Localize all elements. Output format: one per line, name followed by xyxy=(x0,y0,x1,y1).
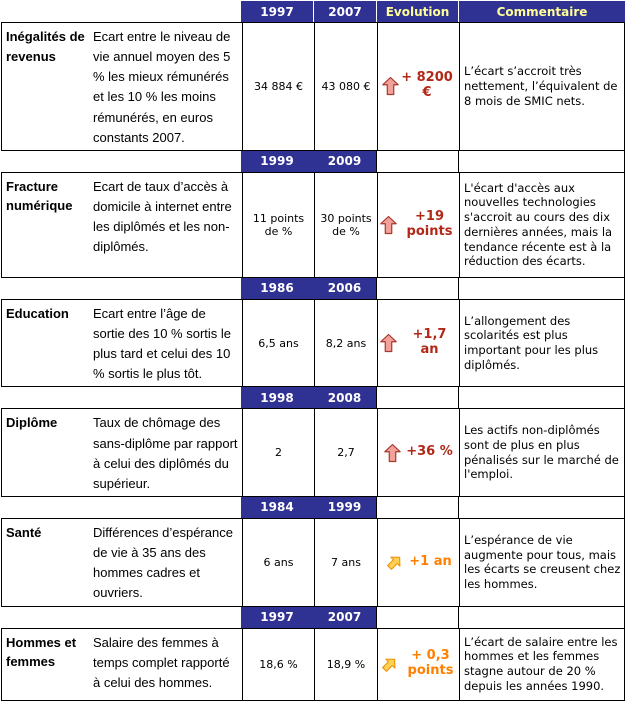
band-spacer xyxy=(86,151,241,172)
evolution-header: Evolution xyxy=(376,1,458,22)
category-label: Fracture numérique xyxy=(6,178,73,214)
diagonal-up-arrow-icon xyxy=(385,553,404,572)
up-arrow-icon xyxy=(380,333,397,353)
year2-value: 8,2 ans xyxy=(314,300,377,387)
year2-value: 30 points de % xyxy=(314,173,377,277)
year2-value: 43 080 € xyxy=(314,23,377,150)
evolution-value: +1 an xyxy=(409,553,452,569)
year1-value: 2 xyxy=(242,409,314,496)
up-arrow-icon xyxy=(382,76,399,96)
commentaire-text: L’allongement des scolarités est plus important pour les plus diplômés. xyxy=(459,300,624,387)
commentaire-text: Les actifs non-diplômés sont de plus en plus pénalisés sur le marché de l'emploi. xyxy=(459,409,624,496)
section-education xyxy=(1,299,625,388)
band-empty-cell xyxy=(458,151,625,172)
band-empty-cell xyxy=(376,278,458,299)
description-text: Salaire des femmes à temps complet rapporté à celui des hommes. xyxy=(93,634,230,690)
year1-header: 1997 xyxy=(241,607,313,628)
year-band xyxy=(1,387,625,408)
year2-header: 2007 xyxy=(313,1,376,22)
band-spacer xyxy=(1,278,86,299)
category-label: Santé xyxy=(6,524,42,540)
description-text: Ecart de taux d’accès à domicile à internet entre les diplômés et les non-diplômés. xyxy=(93,178,232,255)
year1-header: 1984 xyxy=(241,497,313,518)
year2-header: 2006 xyxy=(313,278,376,299)
category-label: Education xyxy=(6,305,69,321)
evolution-cell xyxy=(377,629,459,700)
year1-header: 1986 xyxy=(241,278,313,299)
band-empty-cell xyxy=(458,387,625,408)
evolution-value: +36 % xyxy=(406,444,453,460)
evolution-cell xyxy=(377,519,459,606)
category-label: Hommes et femmes xyxy=(6,634,77,670)
up-arrow-icon xyxy=(384,443,401,463)
diagonal-up-arrow-icon xyxy=(380,655,399,674)
band-spacer xyxy=(86,387,241,408)
year-band xyxy=(1,278,625,299)
band-spacer xyxy=(86,607,241,628)
description-text: Taux de chômage des sans-diplôme par rapport à celui des diplômés du supérieur. xyxy=(93,415,238,491)
evolution-cell xyxy=(377,300,459,387)
year1-header: 1998 xyxy=(241,387,313,408)
commentaire-text: L’espérance de vie augmente pour tous, mais les écarts se creusent chez les hommes. xyxy=(459,519,624,606)
category-label: Diplôme xyxy=(6,415,58,431)
year2-header: 2008 xyxy=(313,387,376,408)
evolution-cell xyxy=(377,173,459,277)
description-text: Différences d’espérance de vie à 35 ans des hommes cadres et ouvriers. xyxy=(93,524,233,601)
year2-header: 2007 xyxy=(313,607,376,628)
year-band xyxy=(1,151,625,172)
band-spacer xyxy=(1,607,86,628)
evolution-cell xyxy=(377,409,459,496)
band-spacer xyxy=(86,497,241,518)
year-band xyxy=(1,607,625,628)
band-spacer xyxy=(86,278,241,299)
band-empty-cell xyxy=(376,151,458,172)
section-diplome xyxy=(1,408,625,497)
year2-value: 2,7 xyxy=(314,409,377,496)
category-label: Inégalités de revenus xyxy=(6,29,85,64)
band-empty-cell xyxy=(376,607,458,628)
band-empty-cell xyxy=(458,607,625,628)
evolution-value: + 0,3 points xyxy=(407,648,454,679)
description-text: Ecart entre l’âge de sortie des 10 % sortis le plus tard et celui des 10 % sortis le plus tôt. xyxy=(93,305,232,382)
band-empty-cell xyxy=(458,497,625,518)
evolution-cell xyxy=(377,23,459,150)
year2-header: 1999 xyxy=(313,497,376,518)
year1-value: 6,5 ans xyxy=(242,300,314,387)
band-empty-cell xyxy=(376,387,458,408)
commentaire-text: L’écart de salaire entre les hommes et les femmes stagne autour de 20 % depuis les années 1990. xyxy=(459,629,624,700)
evolution-value: +1,7 an xyxy=(412,327,447,358)
description-text: Ecart entre le niveau de vie annuel moyen des 5 % les mieux rémunérés et les 10 % les moins rémunérés, en euros constants 2007. xyxy=(93,29,231,145)
band-empty-cell xyxy=(458,278,625,299)
commentaire-text: L’écart s’accroit très nettement, l’équivalent de 8 mois de SMIC nets. xyxy=(459,23,624,150)
table-header-row xyxy=(1,1,625,22)
band-spacer xyxy=(1,387,86,408)
year1-value: 11 points de % xyxy=(242,173,314,277)
commentaire-header: Commentaire xyxy=(458,1,625,22)
year1-header: 1997 xyxy=(241,1,313,22)
inequality-table xyxy=(1,1,625,701)
year2-value: 18,9 % xyxy=(314,629,377,700)
evolution-value: + 8200 € xyxy=(401,70,453,101)
year1-value: 6 ans xyxy=(242,519,314,606)
band-empty-cell xyxy=(376,497,458,518)
section-inegalites-de-revenus xyxy=(1,22,625,151)
header-spacer xyxy=(1,1,86,22)
evolution-value: +19 points xyxy=(406,208,453,239)
year1-value: 18,6 % xyxy=(242,629,314,700)
section-sante xyxy=(1,518,625,607)
year2-value: 7 ans xyxy=(314,519,377,606)
year-band xyxy=(1,497,625,518)
year1-header: 1999 xyxy=(241,151,313,172)
section-hommes-et-femmes xyxy=(1,628,625,701)
band-spacer xyxy=(1,497,86,518)
section-fracture-numerique xyxy=(1,172,625,278)
header-spacer xyxy=(86,1,241,22)
commentaire-text: L'écart d'accès aux nouvelles technologies s'accroit au cours des dix dernières années, mais la tendance récente est à la réduction des écarts. xyxy=(459,173,624,277)
year2-header: 2009 xyxy=(313,151,376,172)
up-arrow-icon xyxy=(380,215,397,235)
band-spacer xyxy=(1,151,86,172)
year1-value: 34 884 € xyxy=(242,23,314,150)
